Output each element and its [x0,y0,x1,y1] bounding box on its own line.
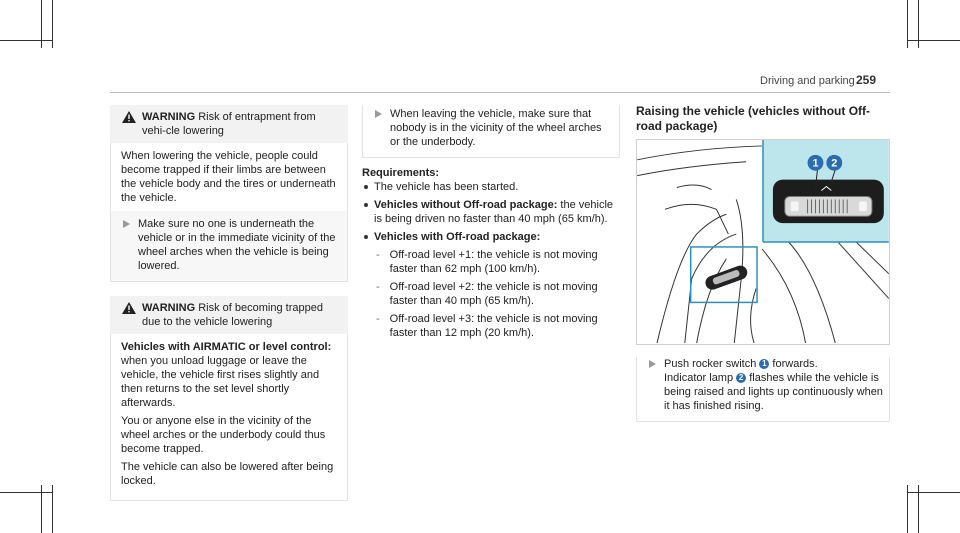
crop-mark [907,40,960,41]
center-console-illustration [636,139,890,345]
warning-text: Vehicles with AIRMATIC or level control: when you unload luggage or leave the vehicle, the vehicle first rises slightly and then returns to the set level shortly afterwards. [121,341,332,409]
requirement-item: Vehicles without Off-road package: the vehicle is being driven no faster than 40 mph (65 km/h). [362,198,620,226]
warning-text: You or anyone else in the vicinity of the wheel arches or the underbody could thus become trapped. [121,415,326,455]
step-arrow-icon [649,360,656,368]
warning-label: WARNING [142,302,196,314]
section-heading: Raising the vehicle (vehicles without Off-road package) [636,104,871,133]
crop-mark [0,40,52,41]
warning-box-entrapment [110,105,348,143]
warning-box-lowering [110,296,348,334]
warning-header [110,105,348,143]
sub-requirement-item: - Off-road level +1: the vehicle is not moving faster than 62 mph (100 km/h). [376,249,598,275]
warning-label: WARNING [142,111,196,123]
warning-triangle-icon [122,302,136,314]
action-step [111,211,347,281]
action-step [362,105,620,158]
callout-1-inline: 1 [759,359,769,369]
crop-mark [0,492,52,493]
step-text: Make sure no one is underneath the vehicle or in the immediate vicinity of the wheel arches when the vehicle is being lowered. [138,218,336,272]
warning-title: Risk of becoming trapped due to the vehicle lowering [142,302,323,328]
requirement-item: Vehicles with Off-road package: [362,230,620,244]
callout-1 [808,155,824,171]
column-left [110,105,348,501]
crop-mark [907,492,960,493]
sub-requirement-item: - Off-road level +3: the vehicle is not moving faster than 12 mph (20 km/h). [376,313,598,339]
requirement-item: The vehicle has been started. [362,180,620,194]
column-middle [362,105,620,344]
svg-text:1: 1 [812,157,819,170]
callout-2 [826,155,842,171]
crop-mark [52,0,53,48]
warning-header [110,296,348,334]
column-right [636,104,890,422]
action-step [636,357,890,422]
callout-2-inline: 2 [736,373,746,383]
step-text: Push rocker switch 1 forwards. Indicator lamp 2 flashes while the vehicle is being raised and lights up continuously when it has finished rising. [664,358,883,412]
warning-title: Risk of entrapment from vehi-cle lowering [142,111,316,137]
page-number: 259 [856,73,877,87]
running-header: Driving and parking [760,75,855,87]
crop-mark [52,485,53,533]
step-text: When leaving the vehicle, make sure that nobody is in the vicinity of the wheel arches or the underbody. [390,108,602,148]
warning-triangle-icon [122,111,136,123]
requirements-heading: Requirements: [362,167,440,179]
warning-text: When lowering the vehicle, people could become trapped if their limbs are between the vehicle body and the tires or underneath the vehicle. [121,150,336,204]
svg-text:2: 2 [831,157,838,170]
warning-body [110,143,348,282]
step-arrow-icon [123,220,130,228]
step-arrow-icon [375,110,382,118]
inset-detail [763,140,889,242]
warning-text: The vehicle can also be lowered after being locked. [121,461,334,487]
sub-requirement-item: - Off-road level +2: the vehicle is not moving faster than 40 mph (65 km/h). [376,281,598,307]
warning-body [110,334,348,501]
header-rule [110,92,890,93]
